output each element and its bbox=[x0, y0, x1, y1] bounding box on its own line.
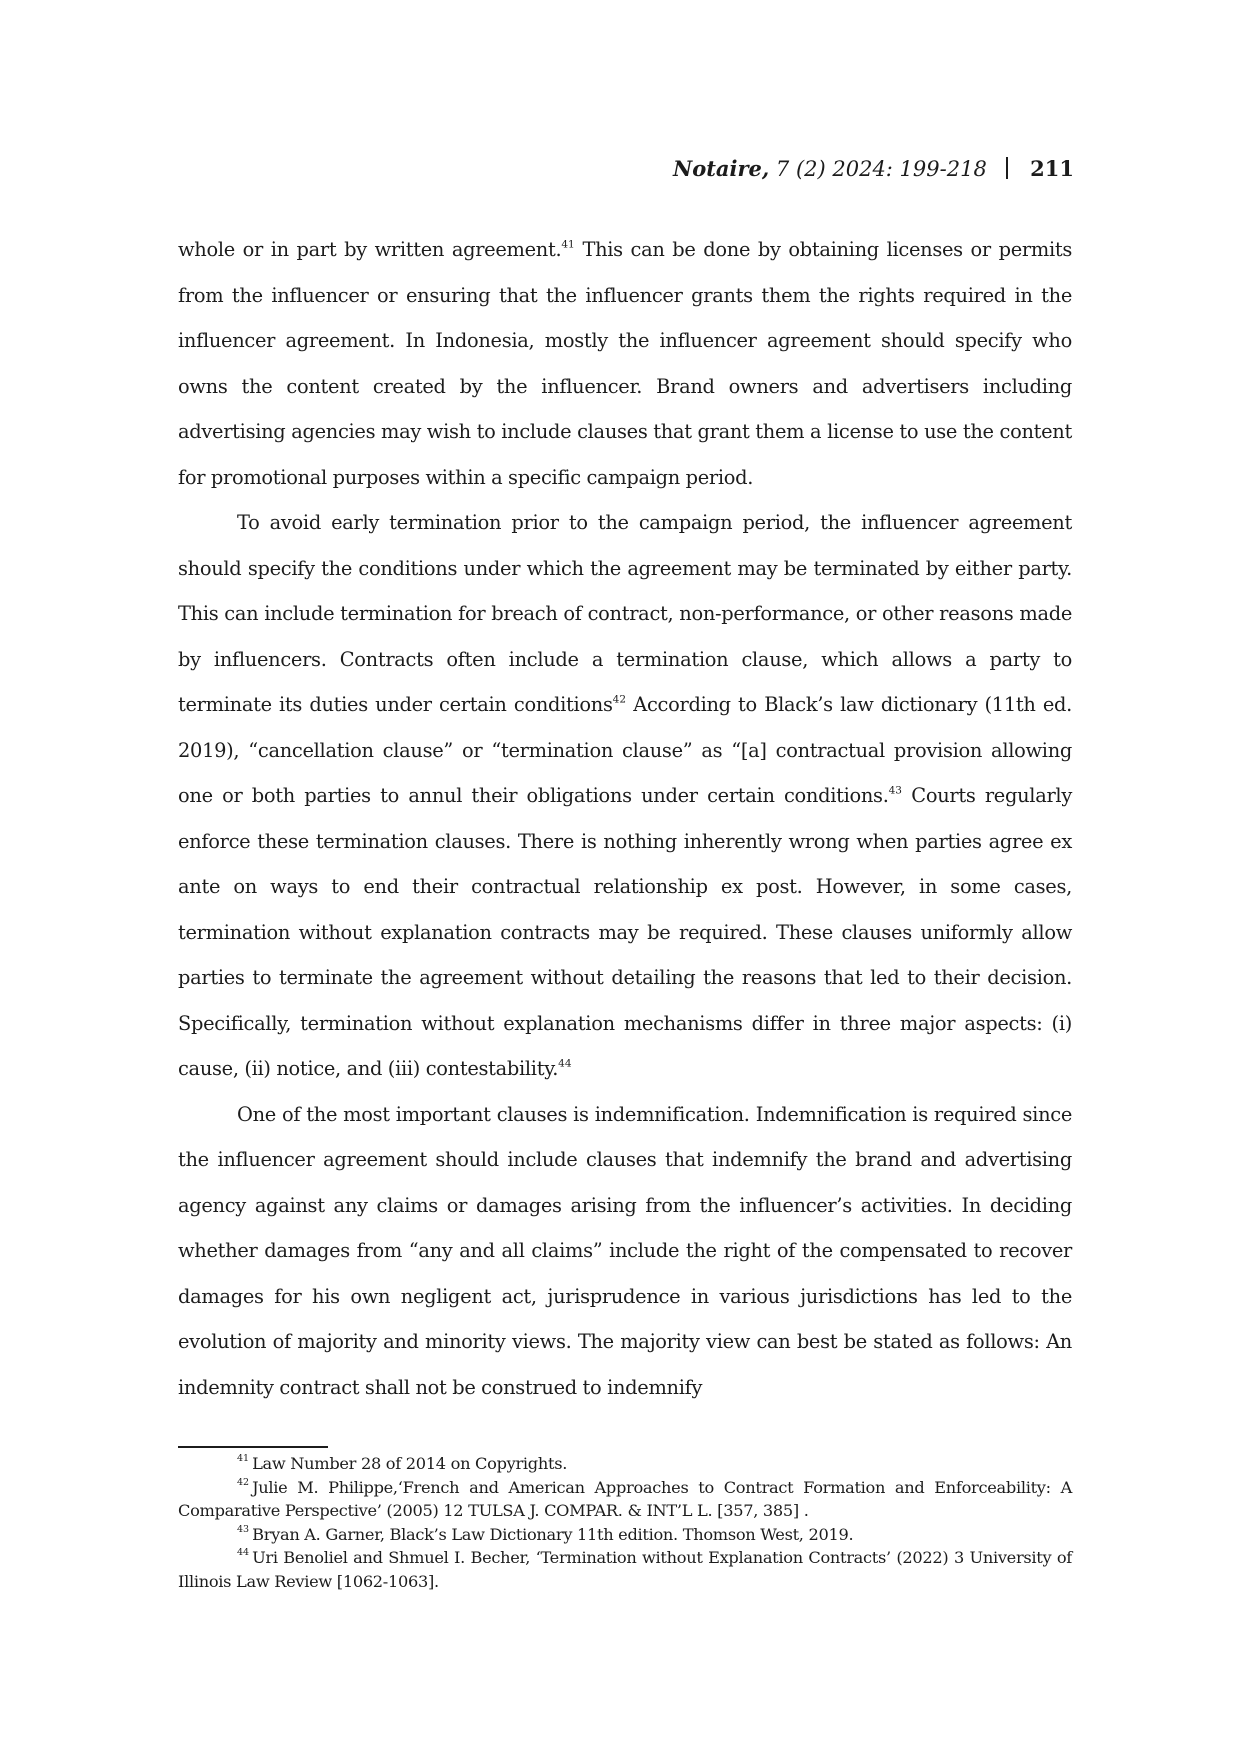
running-header bbox=[600, 152, 1074, 186]
footnote-43: $^{43}$ Bryan A. Garner, Black’s Law Dictionary 11th edition. Thomson West, 2019. bbox=[237, 1523, 854, 1544]
footnote-ref-42[interactable]: 42 bbox=[612, 693, 627, 706]
page-number: 211 bbox=[1030, 156, 1074, 181]
footnote-ref-43[interactable]: 43 bbox=[888, 784, 902, 797]
journal-citation bbox=[673, 152, 987, 186]
footnote-42: $^{42}$ Julie M. Philippe,‘French and American Approaches to Contract Formation and Enforceability: A Comparative Perspective’ (2005) 12 TULSA J. COMPAR. & INT’L L. [357, 385] . bbox=[178, 1476, 1072, 1520]
volume-issue-pages: 7 (2) 2024: 199-218 bbox=[769, 157, 987, 181]
footnote-ref-41[interactable]: 41 bbox=[561, 238, 575, 251]
body-text bbox=[178, 227, 1072, 1410]
footnote-44: $^{44}$ Uri Benoliel and Shmuel I. Becher, ‘Termination without Explanation Contracts’ (2022) 3 University of Illinois Law Review [1062-1063]. bbox=[178, 1547, 1072, 1591]
paragraph-1: whole or in part by written agreement.$^{41}$ This can be done by obtaining licenses or permits from the influencer or ensuring that the influencer grants them the rights required in the influencer agreement. In Indonesia, mostly the influencer agreement should specify who owns the content created by the influencer. Brand owners and advertisers including advertising agencies may wish to include clauses that grant them a license to use the content for promotional purposes within a specific campaign period. bbox=[178, 238, 1072, 489]
footnote-number: 42 bbox=[237, 1476, 250, 1488]
footnote-number: 43 bbox=[237, 1523, 250, 1535]
paragraph-2: To avoid early termination prior to the campaign period, the influencer agreement should specify the conditions under which the agreement may be terminated by either party. This can include termination for breach of contract, non-performance, or other reasons made by influencers. Contracts often include a termination clause, which allows a party to terminate its duties under certain conditions$^{42}$ According to Black’s law dictionary (11th ed. 2019), “cancellation clause” or “termination clause” as “[a] contractual provision allowing one or both parties to annul their obligations under certain conditions.$^{43}$ Courts regularly enforce these termination clauses. There is nothing inherently wrong when parties agree ex ante on ways to end their contractual relationship ex post. However, in some cases, termination without explanation contracts may be required. These clauses uniformly allow parties to terminate the agreement without detailing the reasons that led to their decision. Specifically, termination without explanation mechanisms differ in three major aspects: (i) cause, (ii) notice, and (iii) contestability.$^{44}$ bbox=[178, 511, 1072, 1080]
footnote-41: $^{41}$ Law Number 28 of 2014 on Copyrights. bbox=[237, 1453, 568, 1473]
header-separator bbox=[1006, 157, 1008, 179]
footnote-number: 41 bbox=[237, 1453, 250, 1465]
footnote-rule bbox=[178, 1446, 328, 1448]
footnote-number: 44 bbox=[237, 1547, 250, 1559]
footnote-ref-44[interactable]: 44 bbox=[558, 1057, 572, 1070]
footnotes bbox=[178, 1452, 1072, 1593]
journal-name: Notaire, bbox=[673, 156, 770, 181]
paragraph-3: One of the most important clauses is indemnification. Indemnification is required since the influencer agreement should include clauses that indemnify the brand and advertising agency against any claims or damages arising from the influencer’s activities. In deciding whether damages from “any and all claims” include the right of the compensated to recover damages for his own negligent act, jurisprudence in various jurisdictions has led to the evolution of majority and minority views. The majority view can best be stated as follows: An indemnity contract shall not be construed to indemnify bbox=[178, 1102, 1072, 1399]
